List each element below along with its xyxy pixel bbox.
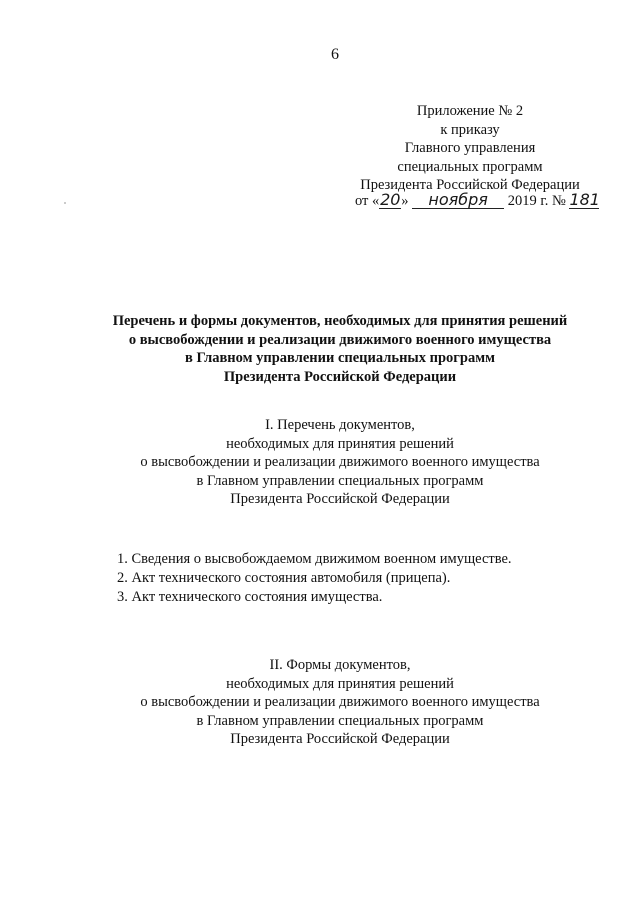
appendix-line: к приказу xyxy=(440,121,500,138)
section-heading-line: в Главном управлении специальных программ xyxy=(196,472,484,489)
appendix-line: Президента Российской Федерации xyxy=(360,177,580,193)
section-heading-line: необходимых для принятия решений xyxy=(226,675,454,692)
document-title xyxy=(60,312,620,386)
section-heading-line: в Главном управлении специальных программ xyxy=(196,712,484,729)
list-item: 3. Акт технического состояния имущества. xyxy=(117,589,383,605)
section-heading-line: I. Перечень документов, xyxy=(265,417,415,433)
date-prefix: от « xyxy=(355,193,380,209)
title-line: Президента Российской Федерации xyxy=(223,368,457,385)
appendix-block xyxy=(340,102,600,195)
handwritten-month: ноября xyxy=(412,192,504,209)
document-list xyxy=(117,550,512,607)
section-heading-line: о высвобождении и реализации движимого военного имущества xyxy=(140,694,540,710)
section-2-heading xyxy=(60,656,620,749)
page-number: 6 xyxy=(331,46,339,63)
section-heading-line: II. Формы документов, xyxy=(269,657,411,673)
appendix-line: Приложение № 2 xyxy=(416,103,524,119)
list-item: 1. Сведения о высвобождаемом движимом военном имуществе. xyxy=(117,551,512,567)
title-line: Перечень и формы документов, необходимых для принятия решений xyxy=(112,313,568,329)
title-line: в Главном управлении специальных программ xyxy=(185,350,495,366)
date-year: 2019 г. № xyxy=(507,193,566,209)
scan-speck xyxy=(64,202,66,204)
handwritten-day: 20 xyxy=(380,190,401,209)
handwritten-order-number: 181 xyxy=(569,190,600,209)
title-line: о высвобождении и реализации движимого военного имущества xyxy=(128,331,552,348)
date-mid: » xyxy=(401,193,409,209)
section-heading-line: необходимых для принятия решений xyxy=(226,435,454,452)
section-1-heading xyxy=(60,416,620,509)
section-heading-line: о высвобождении и реализации движимого военного имущества xyxy=(140,454,540,470)
list-item: 2. Акт технического состояния автомобиля (прицепа). xyxy=(117,570,451,586)
section-heading-line: Президента Российской Федерации xyxy=(230,731,450,747)
section-heading-line: Президента Российской Федерации xyxy=(230,491,450,507)
order-date-line xyxy=(355,192,615,210)
appendix-line: специальных программ xyxy=(397,158,543,175)
appendix-line: Главного управления xyxy=(404,140,536,156)
